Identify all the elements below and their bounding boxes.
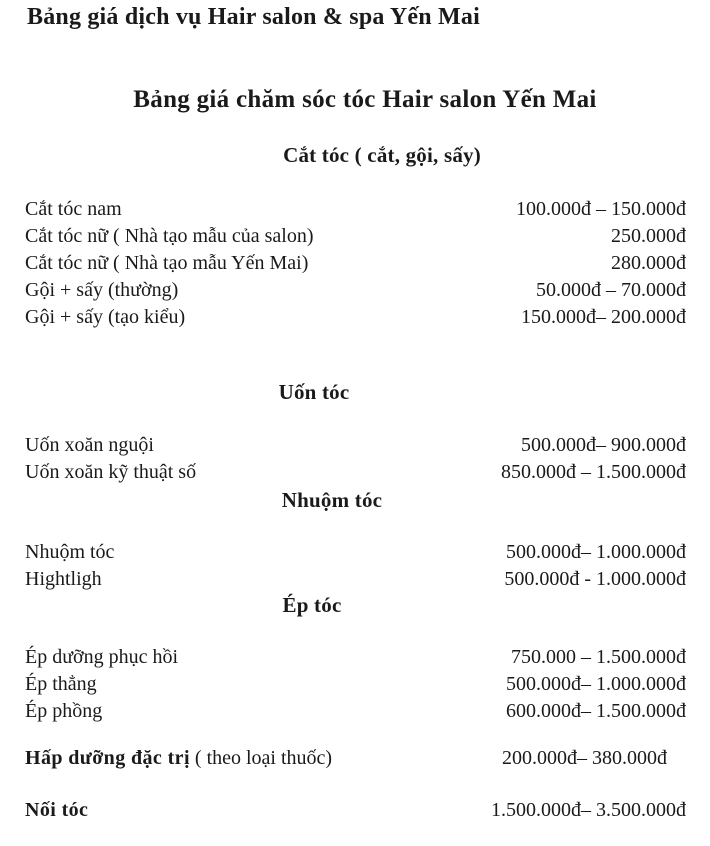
service-label: Cắt tóc nam	[25, 198, 122, 220]
service-price: 850.000đ – 1.500.000đ	[501, 461, 686, 483]
service-label	[25, 745, 332, 772]
service-label-note: ( theo loại thuốc)	[189, 747, 333, 769]
service-row	[0, 671, 710, 698]
service-label	[25, 797, 88, 824]
service-label: Cắt tóc nữ ( Nhà tạo mẫu Yến Mai)	[25, 252, 309, 274]
extra-row-hap-duong	[0, 745, 710, 772]
service-label: Ép dưỡng phục hồi	[25, 646, 179, 668]
service-label: Gội + sấy (thường)	[25, 279, 179, 301]
service-row	[0, 745, 710, 772]
service-row	[0, 277, 710, 304]
document-subtitle: Bảng giá chăm sóc tóc Hair salon Yến Mai	[133, 86, 597, 113]
service-row	[0, 698, 710, 725]
section-rows-ep-toc	[0, 644, 710, 725]
service-label: Ép thẳng	[25, 673, 97, 695]
service-price: 150.000đ– 200.000đ	[521, 306, 686, 328]
service-price: 600.000đ– 1.500.000đ	[506, 700, 686, 722]
service-label: Nhuộm tóc	[25, 541, 115, 563]
service-label-bold: Nối tóc	[25, 799, 89, 821]
service-price: 100.000đ – 150.000đ	[516, 198, 686, 220]
section-heading-ep-toc: Ép tóc	[282, 593, 342, 617]
service-price: 500.000đ– 900.000đ	[521, 434, 686, 456]
section-heading-cat-toc: Cắt tóc ( cắt, gội, sấy)	[283, 143, 481, 167]
service-row	[0, 196, 710, 223]
section-heading-nhuom-toc: Nhuộm tóc	[281, 488, 383, 512]
document-title: Bảng giá dịch vụ Hair salon & spa Yến Mai	[27, 4, 480, 30]
service-row	[0, 797, 710, 824]
section-rows-nhuom-toc	[0, 539, 710, 593]
service-label: Cắt tóc nữ ( Nhà tạo mẫu của salon)	[25, 225, 314, 247]
service-price: 250.000đ	[611, 225, 686, 247]
service-price: 500.000đ - 1.000.000đ	[504, 568, 686, 590]
service-row	[0, 250, 710, 277]
service-row	[0, 644, 710, 671]
service-price: 200.000đ– 380.000đ	[502, 747, 667, 769]
service-label-bold: Hấp dưỡng đặc trị	[25, 747, 190, 769]
service-label: Gội + sấy (tạo kiểu)	[25, 306, 186, 328]
service-row	[0, 432, 710, 459]
section-rows-cat-toc	[0, 196, 710, 331]
service-price: 500.000đ– 1.000.000đ	[506, 541, 686, 563]
service-label: Hightligh	[25, 568, 102, 590]
service-row	[0, 459, 710, 486]
service-row	[0, 223, 710, 250]
service-label: Uốn xoăn nguội	[25, 434, 154, 456]
service-label: Ép phồng	[25, 700, 103, 722]
extra-row-noi-toc	[0, 797, 710, 824]
section-heading-uon-toc: Uốn tóc	[278, 380, 350, 404]
service-price: 750.000 – 1.500.000đ	[511, 646, 686, 668]
service-row	[0, 539, 710, 566]
service-price: 500.000đ– 1.000.000đ	[506, 673, 686, 695]
service-row	[0, 304, 710, 331]
service-price: 50.000đ – 70.000đ	[536, 279, 686, 301]
service-label: Uốn xoăn kỹ thuật số	[25, 461, 197, 483]
service-price: 280.000đ	[611, 252, 686, 274]
section-rows-uon-toc	[0, 432, 710, 486]
service-price: 1.500.000đ– 3.500.000đ	[491, 799, 686, 821]
service-row	[0, 566, 710, 593]
